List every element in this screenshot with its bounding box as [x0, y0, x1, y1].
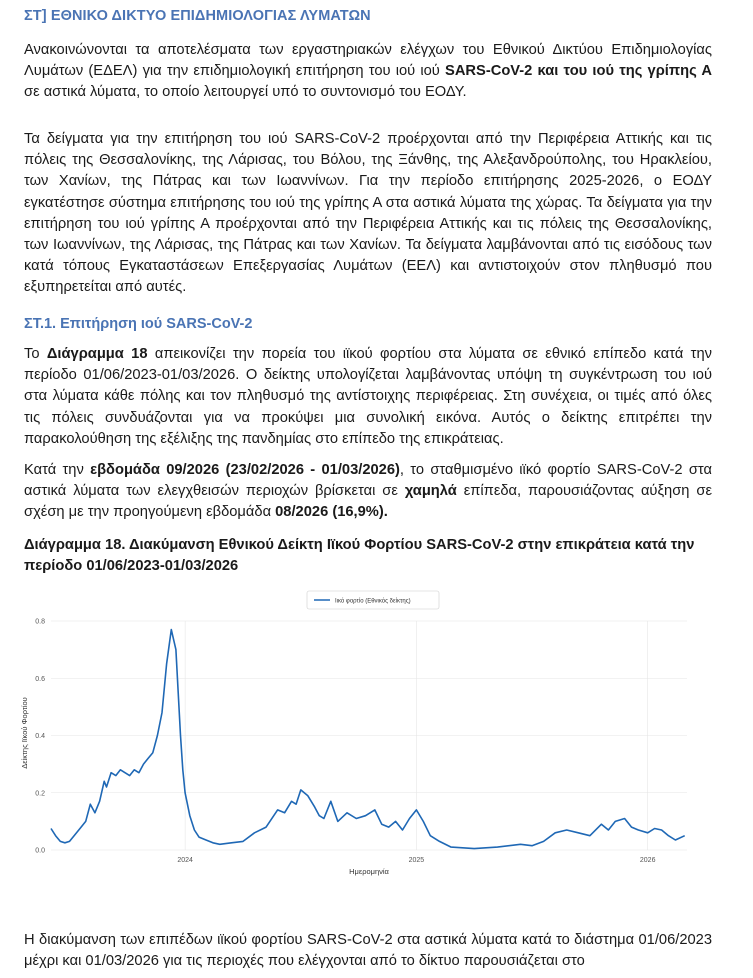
y-axis-label: Δείκτης Ιϊκού Φορτίου [20, 697, 29, 769]
chart-container [17, 585, 697, 885]
text-run: Ανακοινώνονται τα αποτελέσματα των εργαστηριακών ελέγχων του Εθνικού Δικτύου Επιδημιολογίας Λυμάτων (ΕΔΕΛ) για την επιδημιολογική επιτήρηση του ιού ιού [24, 42, 712, 80]
chart-grid [51, 621, 687, 850]
x-axis [177, 857, 655, 864]
x-tick-label: 2024 [177, 857, 193, 864]
bold-run: 08/2026 (16,9%). [275, 504, 388, 521]
y-axis [35, 619, 45, 855]
y-tick-label: 0.6 [35, 675, 45, 683]
text-run: σε αστικά λύματα, το οποίο λειτουργεί υπό το συντονισμό του ΕΟΔΥ. [24, 84, 467, 101]
text-run: Κατά την [24, 462, 91, 478]
bold-run: SARS-CoV-2 και του ιού της γρίπης Α [445, 63, 712, 80]
subsection-title: ΣΤ.1. Επιτήρηση ιού SARS-CoV-2 [24, 316, 253, 332]
text-run: απεικονίζει την πορεία του ιϊκού φορτίου στα λύματα σε εθνικό επίπεδο κατά την περίοδο 01/06/2023-01/03/2026. Ο δείκτης υπολογίζεται λαμβάνοντας υπόψη τη συγκέντρωση του ιού στα λύματα κάθε πόλης και τον πληθυσμό της αντίστοιχης περιφέρειας. Στη συνέχεια, οι τιμές από όλες τις πόλεις συνδυάζονται για να προκύψει μια συνολική εικόνα. Αυτός ο δείκτης επιτρέπει την παρακολούθηση της εξέλιξης της πανδημίας στο επίπεδο της επικράτειας. [24, 346, 712, 447]
chart-description-paragraph [24, 344, 712, 450]
line-chart [17, 585, 697, 885]
text-run: επίπεδα, παρουσιάζοντας αύξηση σε σχέση με την προηγούμενη εβδομάδα [24, 483, 712, 521]
series-line [51, 630, 685, 849]
y-tick-label: 0.2 [35, 790, 45, 798]
bold-run: χαμηλά [404, 483, 457, 500]
closing-paragraph: Η διακύμανση των επιπέδων ιϊκού φορτίου SARS-CoV-2 στα αστικά λύματα κατά το διάστημα 01/06/2023 μέχρι και 01/03/2026 για τις περιοχές που ελέγχονται από το δίκτυο παρουσιάζεται στο [24, 932, 712, 970]
x-tick-label: 2026 [639, 857, 656, 864]
text-run: , το σταθμισμένο ιϊκό φορτίο SARS-CoV-2 στα αστικά λύματα των ελεγχθεισών περιοχών βρίσκεται σε [24, 462, 713, 500]
legend-label: Ιικό φορτίο (Εθνικός δείκτης) [335, 598, 411, 605]
section-title: ΣΤ] ΕΘΝΙΚΟ ΔΙΚΤΥΟ ΕΠΙΔΗΜΙΟΛΟΓΙΑΣ ΛΥΜΑΤΩΝ [24, 8, 371, 24]
x-axis-label: Ημερομηνία [349, 867, 389, 876]
samples-paragraph: Τα δείγματα για την επιτήρηση του ιού SARS-CoV-2 προέρχονται από την Περιφέρεια Αττικής και τις πόλεις της Θεσσαλονίκης, της Λάρισας, του Βόλου, της Ξάνθης, της Αλεξανδρούπολης, του Ηρακλείου, των Χανίων, της Πάτρας και των Ιωαννίνων. Για την περίοδο επιτήρησης 2025-2026, ο ΕΟΔΥ εγκατέστησε σύστημα επιτήρησης του ιού της γρίπης Α στα αστικά λύματα της χώρας. Τα δείγματα για την επιτήρηση του ιού γρίπης Α προέρχονται από την Περιφέρεια Αττικής και τις πόλεις της Θεσσαλονίκης, των Ιωαννίνων, της Λάρισας, της Πάτρας και των Χανίων. Τα δείγματα λαμβάνονται από τις εισόδους των κατά τόπους Εγκαταστάσεων Επεξεργασίας Λυμάτων (ΕΕΛ) και αντιστοιχούν στον πληθυσμό που εξυπηρετείται από αυτές. [24, 131, 712, 296]
chart-legend [307, 591, 439, 609]
x-tick-label: 2025 [408, 857, 425, 864]
bold-run: εβδομάδα 09/2026 (23/02/2026 - 01/03/2026) [90, 462, 400, 478]
y-tick-label: 0.8 [35, 618, 45, 626]
week-summary-paragraph [24, 460, 712, 524]
chart-caption: Διάγραμμα 18. Διακύμανση Εθνικού Δείκτη Ιϊκού Φορτίου SARS-CoV-2 στην επικράτεια κατά την περίοδο 01/06/2023-01/03/2026 [24, 537, 695, 575]
y-tick-label: 0.4 [35, 733, 45, 740]
text-run: Το [24, 346, 47, 362]
bold-run: Διάγραμμα 18 [46, 346, 148, 362]
y-tick-label: 0.0 [35, 847, 45, 855]
intro-paragraph [24, 40, 712, 104]
